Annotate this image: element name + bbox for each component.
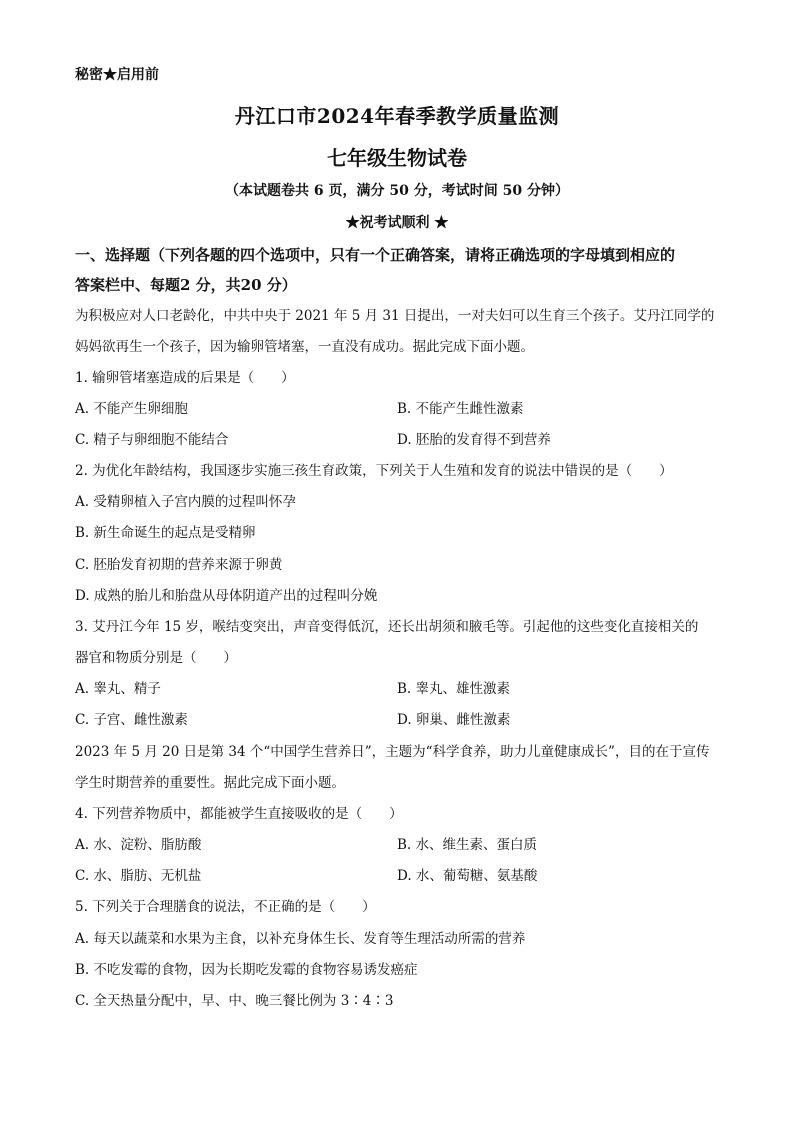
passage-2-line-2: 学生时期营养的重要性。据此完成下面小题。 [75, 775, 345, 791]
question-1-option-c: C. 精子与卵细胞不能结合 [75, 432, 229, 448]
passage-1-line-1: 为积极应对人口老龄化，中共中央于 2021 年 5 月 31 日提出，一对夫妇可以生育三个孩子。艾丹江同学的 [75, 308, 715, 324]
question-5-stem: 5. 下列关于合理膳食的说法，不正确的是（ ） [75, 899, 376, 915]
question-5-option-a: A. 每天以蔬菜和水果为主食，以补充身体生长、发育等生理活动所需的营养 [75, 931, 526, 947]
section-heading [75, 240, 730, 300]
question-2-option-a: A. 受精卵植入子宫内膜的过程叫怀孕 [75, 494, 296, 510]
question-3-option-c: C. 子宫、雌性激素 [75, 712, 188, 728]
question-2-option-d: D. 成熟的胎儿和胎盘从母体阴道产出的过程叫分娩 [75, 588, 378, 604]
question-2-option-b: B. 新生命诞生的起点是受精卵 [75, 525, 256, 541]
good-luck-line: ★祝考试顺利 ★ [345, 215, 449, 231]
question-4-option-a: A. 水、淀粉、脂肪酸 [75, 837, 202, 853]
question-1-option-d: D. 胚胎的发育得不到营养 [397, 432, 551, 448]
question-5-option-b: B. 不吃发霉的食物，因为长期吃发霉的食物容易诱发癌症 [75, 962, 418, 978]
question-3-option-b: B. 睾丸、雄性激素 [397, 681, 511, 697]
question-4-option-c: C. 水、脂肪、无机盐 [75, 868, 202, 884]
exam-info: （本试题卷共 6 页，满分 50 分，考试时间 50 分钟） [225, 183, 569, 199]
confidential-label: 秘密★启用前 [75, 67, 159, 83]
exam-title: 丹江口市2024年春季教学质量监测 [234, 104, 560, 128]
question-3-option-d: D. 卵巢、雌性激素 [397, 712, 511, 728]
question-4-option-b: B. 水、维生素、蛋白质 [397, 837, 538, 853]
question-4-option-d: D. 水、葡萄糖、氨基酸 [397, 868, 538, 884]
question-1-option-a: A. 不能产生卵细胞 [75, 401, 188, 417]
question-5-option-c: C. 全天热量分配中，早、中、晚三餐比例为 3∶4∶3 [75, 993, 394, 1009]
question-3-option-a: A. 睾丸、精子 [75, 681, 161, 697]
question-4-stem: 4. 下列营养物质中，都能被学生直接吸收的是（ ） [75, 806, 403, 822]
question-3-stem-line-2: 器官和物质分别是（ ） [75, 650, 237, 666]
passage-1-line-2: 妈妈欲再生一个孩子，因为输卵管堵塞，一直没有成功。据此完成下面小题。 [75, 339, 534, 355]
section-heading-line-1: 一、选择题（下列各题的四个选项中，只有一个正确答案，请将正确选项的字母填到相应的 [75, 246, 676, 264]
question-3-stem-line-1: 3. 艾丹江今年 15 岁，喉结变突出，声音变得低沉，还长出胡须和腋毛等。引起他的这些变化直接相关的 [75, 619, 699, 635]
question-1-option-b: B. 不能产生雌性激素 [397, 401, 524, 417]
question-2-stem: 2. 为优化年龄结构，我国逐步实施三孩生育政策，下列关于人生殖和发育的说法中错误的是（ ） [75, 463, 673, 479]
exam-subtitle: 七年级生物试卷 [327, 146, 467, 170]
question-1-stem: 1. 输卵管堵塞造成的后果是（ ） [75, 370, 295, 386]
section-heading-line-2: 答案栏中、每题2 分，共20 分） [75, 276, 297, 294]
question-2-option-c: C. 胚胎发育初期的营养来源于卵黄 [75, 557, 283, 573]
passage-2-line-1: 2023 年 5 月 20 日是第 34 个“中国学生营养日”，主题为“科学食养，助力儿童健康成长”，目的在于宣传 [75, 744, 710, 760]
